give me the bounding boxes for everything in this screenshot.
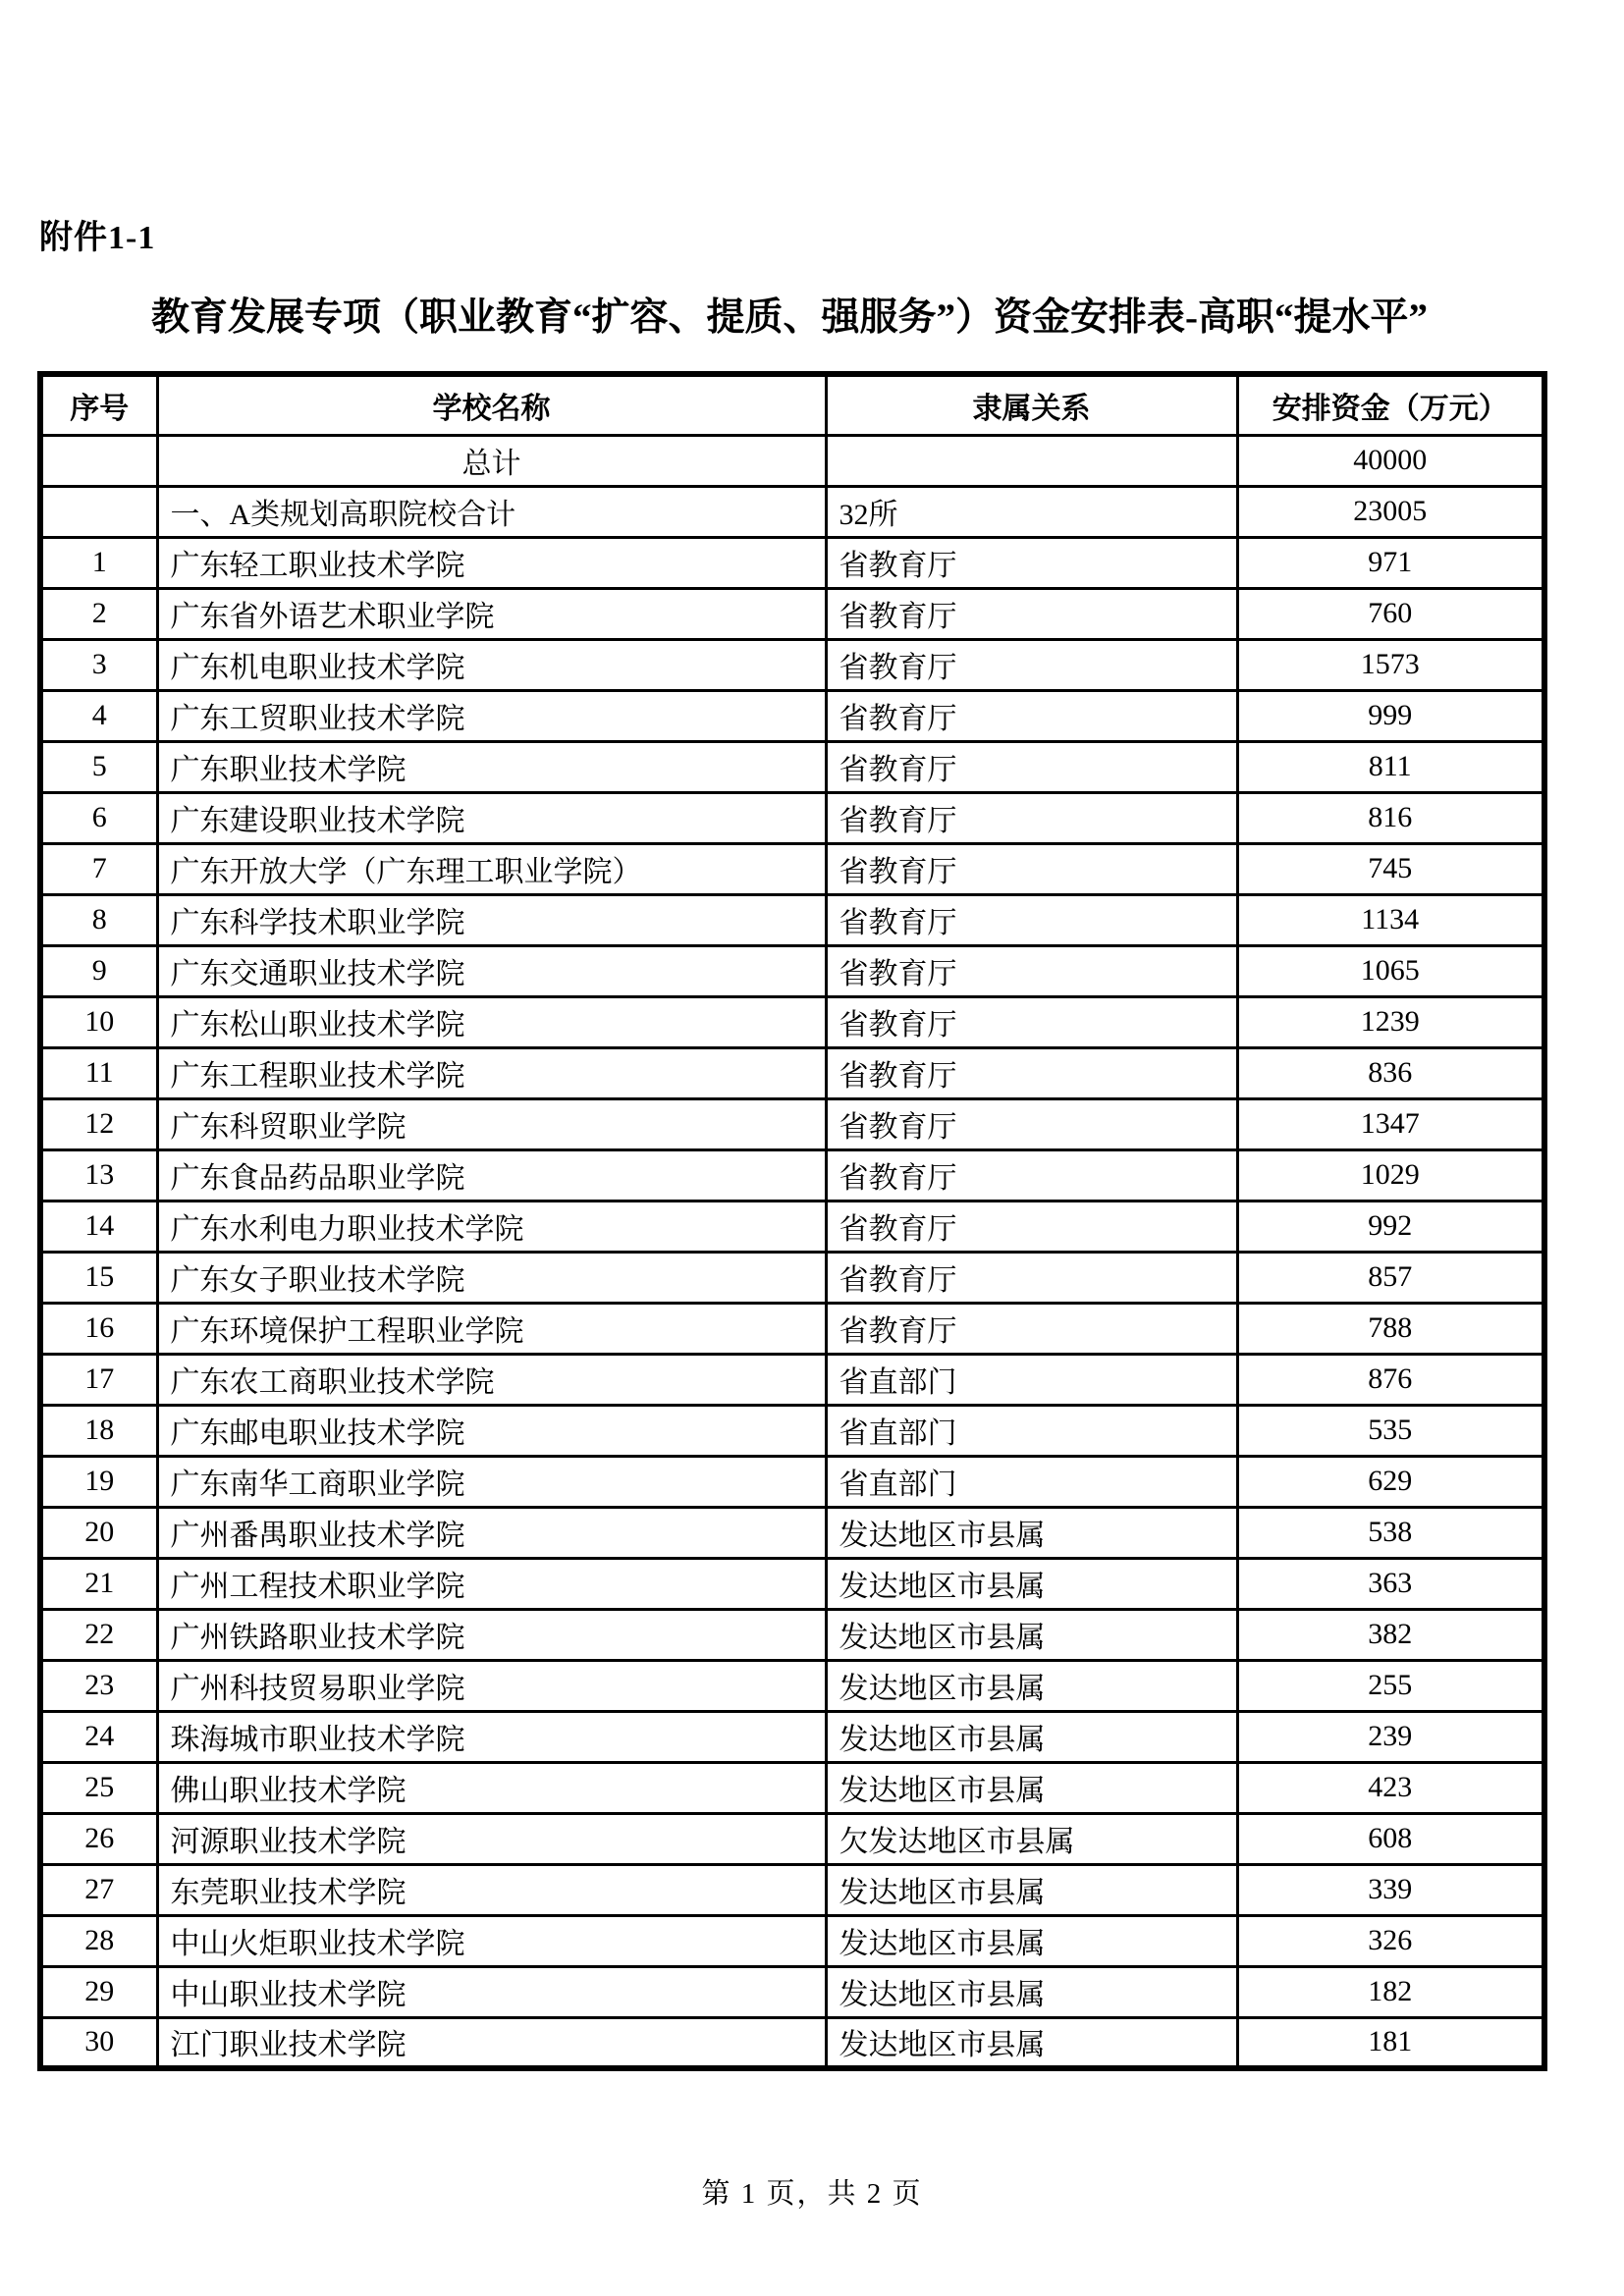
table-row [40,792,1544,843]
affiliation-cell [826,435,1237,486]
funding-table [37,371,1547,2071]
amount-cell: 836 [1237,1047,1544,1098]
amount-cell: 182 [1237,1966,1544,2017]
row-number-cell: 4 [40,690,157,741]
table-row [40,1813,1544,1864]
row-number-cell: 13 [40,1149,157,1201]
school-name-cell: 广东省外语艺术职业学院 [157,588,826,639]
col-header-school-name: 学校名称 [157,374,826,435]
affiliation-cell: 发达地区市县属 [826,1660,1237,1711]
affiliation-cell: 省教育厅 [826,792,1237,843]
amount-cell: 538 [1237,1507,1544,1558]
school-name-cell: 广东农工商职业技术学院 [157,1354,826,1405]
affiliation-cell: 省教育厅 [826,1303,1237,1354]
affiliation-cell: 32所 [826,486,1237,537]
amount-cell: 999 [1237,690,1544,741]
table-row [40,1252,1544,1303]
table-row [40,1098,1544,1149]
row-number-cell: 6 [40,792,157,843]
amount-cell: 326 [1237,1915,1544,1966]
row-number-cell: 9 [40,945,157,996]
row-number-cell: 2 [40,588,157,639]
col-header-amount: 安排资金（万元） [1237,374,1544,435]
school-name-cell: 河源职业技术学院 [157,1813,826,1864]
page-title: 教育发展专项（职业教育“扩容、提质、强服务”）资金安排表-高职“提水平” [151,296,1428,339]
school-name-cell: 广州科技贸易职业学院 [157,1660,826,1711]
row-number-cell: 7 [40,843,157,894]
row-number-cell: 10 [40,996,157,1047]
row-number-cell: 17 [40,1354,157,1405]
table-row [40,1915,1544,1966]
affiliation-cell: 省直部门 [826,1405,1237,1456]
amount-cell: 239 [1237,1711,1544,1762]
amount-cell: 363 [1237,1558,1544,1609]
table-row [40,1201,1544,1252]
row-number-cell [40,486,157,537]
amount-cell: 745 [1237,843,1544,894]
affiliation-cell: 省教育厅 [826,996,1237,1047]
affiliation-cell: 发达地区市县属 [826,1558,1237,1609]
table-row [40,639,1544,690]
row-number-cell: 8 [40,894,157,945]
affiliation-cell: 发达地区市县属 [826,1864,1237,1915]
school-name-cell: 广东开放大学（广东理工职业学院） [157,843,826,894]
school-name-cell: 一、A类规划高职院校合计 [157,486,826,537]
table-row [40,1507,1544,1558]
table-row [40,894,1544,945]
row-number-cell: 27 [40,1864,157,1915]
row-number-cell: 30 [40,2017,157,2068]
amount-cell: 992 [1237,1201,1544,1252]
school-name-cell: 广州番禺职业技术学院 [157,1507,826,1558]
school-name-cell: 中山火炬职业技术学院 [157,1915,826,1966]
amount-cell: 1134 [1237,894,1544,945]
row-number-cell: 12 [40,1098,157,1149]
amount-cell: 857 [1237,1252,1544,1303]
amount-cell: 181 [1237,2017,1544,2068]
page-footer: 第 1 页，共 2 页 [701,2178,923,2210]
amount-cell: 876 [1237,1354,1544,1405]
table-row [40,1762,1544,1813]
school-name-cell: 中山职业技术学院 [157,1966,826,2017]
affiliation-cell: 省教育厅 [826,945,1237,996]
affiliation-cell: 省教育厅 [826,1047,1237,1098]
amount-cell: 255 [1237,1660,1544,1711]
school-name-cell: 广东水利电力职业技术学院 [157,1201,826,1252]
table-body [40,435,1544,2068]
school-name-cell: 广东建设职业技术学院 [157,792,826,843]
school-name-cell: 广东职业技术学院 [157,741,826,792]
school-name-cell: 广东科贸职业学院 [157,1098,826,1149]
school-name-cell: 广东邮电职业技术学院 [157,1405,826,1456]
affiliation-cell: 省教育厅 [826,1098,1237,1149]
affiliation-cell: 省教育厅 [826,1149,1237,1201]
affiliation-cell: 发达地区市县属 [826,1711,1237,1762]
school-name-cell: 广东科学技术职业学院 [157,894,826,945]
amount-cell: 971 [1237,537,1544,588]
affiliation-cell: 省教育厅 [826,1252,1237,1303]
table-row [40,1149,1544,1201]
amount-cell: 535 [1237,1405,1544,1456]
amount-cell: 1347 [1237,1098,1544,1149]
affiliation-cell: 省教育厅 [826,690,1237,741]
school-name-cell: 广东机电职业技术学院 [157,639,826,690]
affiliation-cell: 省教育厅 [826,1201,1237,1252]
school-name-cell: 广东食品药品职业学院 [157,1149,826,1201]
row-number-cell: 16 [40,1303,157,1354]
table-row [40,1609,1544,1660]
row-number-cell: 24 [40,1711,157,1762]
table-row [40,1405,1544,1456]
col-header-index: 序号 [40,374,157,435]
row-number-cell: 29 [40,1966,157,2017]
amount-cell: 816 [1237,792,1544,843]
row-number-cell: 25 [40,1762,157,1813]
school-name-cell: 江门职业技术学院 [157,2017,826,2068]
table-row [40,2017,1544,2068]
table-row [40,1558,1544,1609]
table-row [40,843,1544,894]
table-row [40,690,1544,741]
row-number-cell: 5 [40,741,157,792]
affiliation-cell: 省教育厅 [826,894,1237,945]
amount-cell: 1065 [1237,945,1544,996]
table-row [40,1047,1544,1098]
row-number-cell: 1 [40,537,157,588]
row-number-cell: 3 [40,639,157,690]
amount-cell: 1573 [1237,639,1544,690]
school-name-cell: 广东工贸职业技术学院 [157,690,826,741]
table-row [40,1303,1544,1354]
table-row [40,996,1544,1047]
row-number-cell [40,435,157,486]
amount-cell: 382 [1237,1609,1544,1660]
table-row [40,486,1544,537]
table-row [40,1354,1544,1405]
amount-cell: 23005 [1237,486,1544,537]
table-row [40,537,1544,588]
school-name-cell: 总计 [157,435,826,486]
amount-cell: 339 [1237,1864,1544,1915]
amount-cell: 1029 [1237,1149,1544,1201]
amount-cell: 760 [1237,588,1544,639]
table-row [40,1966,1544,2017]
school-name-cell: 广东南华工商职业学院 [157,1456,826,1507]
affiliation-cell: 发达地区市县属 [826,1609,1237,1660]
row-number-cell: 15 [40,1252,157,1303]
table-row [40,588,1544,639]
school-name-cell: 广东轻工职业技术学院 [157,537,826,588]
affiliation-cell: 省教育厅 [826,537,1237,588]
affiliation-cell: 发达地区市县属 [826,1966,1237,2017]
affiliation-cell: 省教育厅 [826,639,1237,690]
attachment-label: 附件1-1 [39,220,156,256]
amount-cell: 629 [1237,1456,1544,1507]
school-name-cell: 珠海城市职业技术学院 [157,1711,826,1762]
amount-cell: 608 [1237,1813,1544,1864]
affiliation-cell: 欠发达地区市县属 [826,1813,1237,1864]
affiliation-cell: 省直部门 [826,1456,1237,1507]
school-name-cell: 广东松山职业技术学院 [157,996,826,1047]
school-name-cell: 广东环境保护工程职业学院 [157,1303,826,1354]
affiliation-cell: 省教育厅 [826,741,1237,792]
table-row [40,1660,1544,1711]
table-header-row [40,374,1544,435]
school-name-cell: 佛山职业技术学院 [157,1762,826,1813]
school-name-cell: 广州工程技术职业学院 [157,1558,826,1609]
row-number-cell: 26 [40,1813,157,1864]
affiliation-cell: 省教育厅 [826,588,1237,639]
row-number-cell: 18 [40,1405,157,1456]
school-name-cell: 广东工程职业技术学院 [157,1047,826,1098]
table-row [40,945,1544,996]
school-name-cell: 东莞职业技术学院 [157,1864,826,1915]
amount-cell: 423 [1237,1762,1544,1813]
row-number-cell: 28 [40,1915,157,1966]
table-row [40,1711,1544,1762]
row-number-cell: 21 [40,1558,157,1609]
amount-cell: 811 [1237,741,1544,792]
row-number-cell: 20 [40,1507,157,1558]
row-number-cell: 22 [40,1609,157,1660]
amount-cell: 40000 [1237,435,1544,486]
school-name-cell: 广东交通职业技术学院 [157,945,826,996]
row-number-cell: 23 [40,1660,157,1711]
affiliation-cell: 发达地区市县属 [826,1915,1237,1966]
table-row [40,1456,1544,1507]
table-row [40,741,1544,792]
col-header-affiliation: 隶属关系 [826,374,1237,435]
amount-cell: 788 [1237,1303,1544,1354]
affiliation-cell: 发达地区市县属 [826,1762,1237,1813]
school-name-cell: 广州铁路职业技术学院 [157,1609,826,1660]
school-name-cell: 广东女子职业技术学院 [157,1252,826,1303]
table-row [40,1864,1544,1915]
table-row [40,435,1544,486]
affiliation-cell: 发达地区市县属 [826,1507,1237,1558]
row-number-cell: 19 [40,1456,157,1507]
affiliation-cell: 发达地区市县属 [826,2017,1237,2068]
amount-cell: 1239 [1237,996,1544,1047]
affiliation-cell: 省教育厅 [826,843,1237,894]
affiliation-cell: 省直部门 [826,1354,1237,1405]
row-number-cell: 14 [40,1201,157,1252]
row-number-cell: 11 [40,1047,157,1098]
